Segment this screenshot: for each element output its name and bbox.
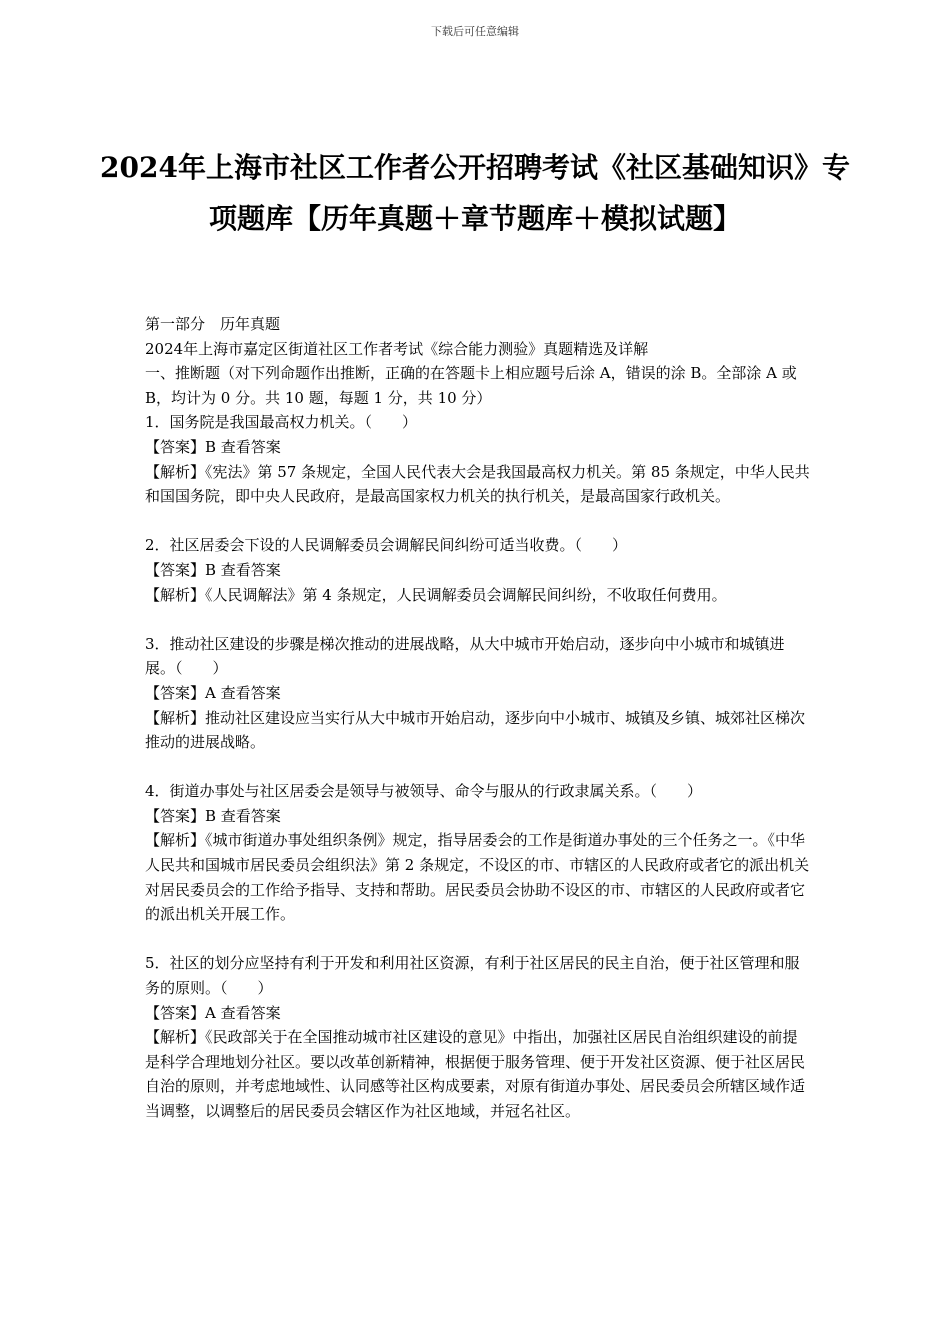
header-note: 下载后可任意编辑: [431, 25, 519, 38]
question-block: [145, 632, 810, 755]
question-text: 4．街道办事处与社区居委会是领导与被领导、命令与服从的行政隶属关系。（ ）: [145, 782, 703, 801]
question-block: [145, 951, 810, 1123]
document-title: 2024年上海市社区工作者公开招聘考试《社区基础知识》专项题库【历年真题＋章节题库＋模拟试题】: [100, 151, 850, 235]
question-block: [145, 779, 810, 927]
instructions: 一、推断题（对下列命题作出推断，正确的在答题卡上相应题号后涂 A，错误的涂 B。全部涂 A 或 B，均计为 0 分。共 10 题，每题 1 分，共 10 分）: [145, 364, 797, 407]
document-body: [145, 312, 810, 1124]
question-text: 3．推动社区建设的步骤是梯次推动的进展战略，从大中城市开始启动，逐步向中小城市和城镇进展。（ ）: [145, 634, 785, 678]
answer-line: 【答案】A 查看答案: [145, 683, 281, 702]
analysis-text: 【解析】《民政部关于在全国推动城市社区建设的意见》中指出，加强社区居民自治组织建设的前提是科学合理地划分社区。要以改革创新精神，根据便于服务管理、便于开发社区资源、便于社区居民自治的原则，并考虑地域性、认同感等社区构成要素，对原有街道办事处、居民委员会所辖区域作适当调整，以调整后的居民委员会辖区作为社区地域，并冠名社区。: [145, 1028, 806, 1120]
answer-line: 【答案】B 查看答案: [145, 560, 281, 579]
question-block: [145, 410, 810, 508]
answer-line: 【答案】A 查看答案: [145, 1003, 281, 1022]
question-text: 5．社区的划分应坚持有利于开发和利用社区资源，有利于社区居民的民主自治，便于社区管理和服务的原则。（ ）: [145, 954, 800, 998]
answer-line: 【答案】B 查看答案: [145, 437, 281, 456]
question-block: [145, 533, 810, 607]
analysis-text: 【解析】推动社区建设应当实行从大中城市开始启动，逐步向中小城市、城镇及乡镇、城郊社区梯次推动的进展战略。: [145, 708, 806, 752]
question-text: 2．社区居委会下设的人民调解委员会调解民间纠纷可适当收费。（ ）: [145, 536, 628, 555]
analysis-text: 【解析】《人民调解法》第 4 条规定，人民调解委员会调解民间纠纷，不收取任何费用。: [145, 585, 727, 604]
analysis-text: 【解析】《城市街道办事处组织条例》规定，指导居委会的工作是街道办事处的三个任务之一。《中华人民共和国城市居民委员会组织法》第 2 条规定，不设区的市、市辖区的人民政府或者它的派出机关对居民委员会的工作给予指导、支持和帮助。居民委员会协助不设区的市、市辖区的人民政府或者它的派出机关开展工作。: [145, 831, 810, 924]
analysis-text: 【解析】《宪法》第 57 条规定，全国人民代表大会是我国最高权力机关。第 85 条规定，中华人民共和国国务院，即中央人民政府，是最高国家权力机关的执行机关，是最高国家行政机关。: [145, 462, 810, 506]
question-text: 1．国务院是我国最高权力机关。（ ）: [145, 413, 418, 432]
answer-line: 【答案】B 查看答案: [145, 806, 281, 825]
exam-subtitle: 2024年上海市嘉定区街道社区工作者考试《综合能力测验》真题精选及详解: [145, 339, 649, 358]
section-heading: 第一部分 历年真题: [145, 315, 281, 333]
